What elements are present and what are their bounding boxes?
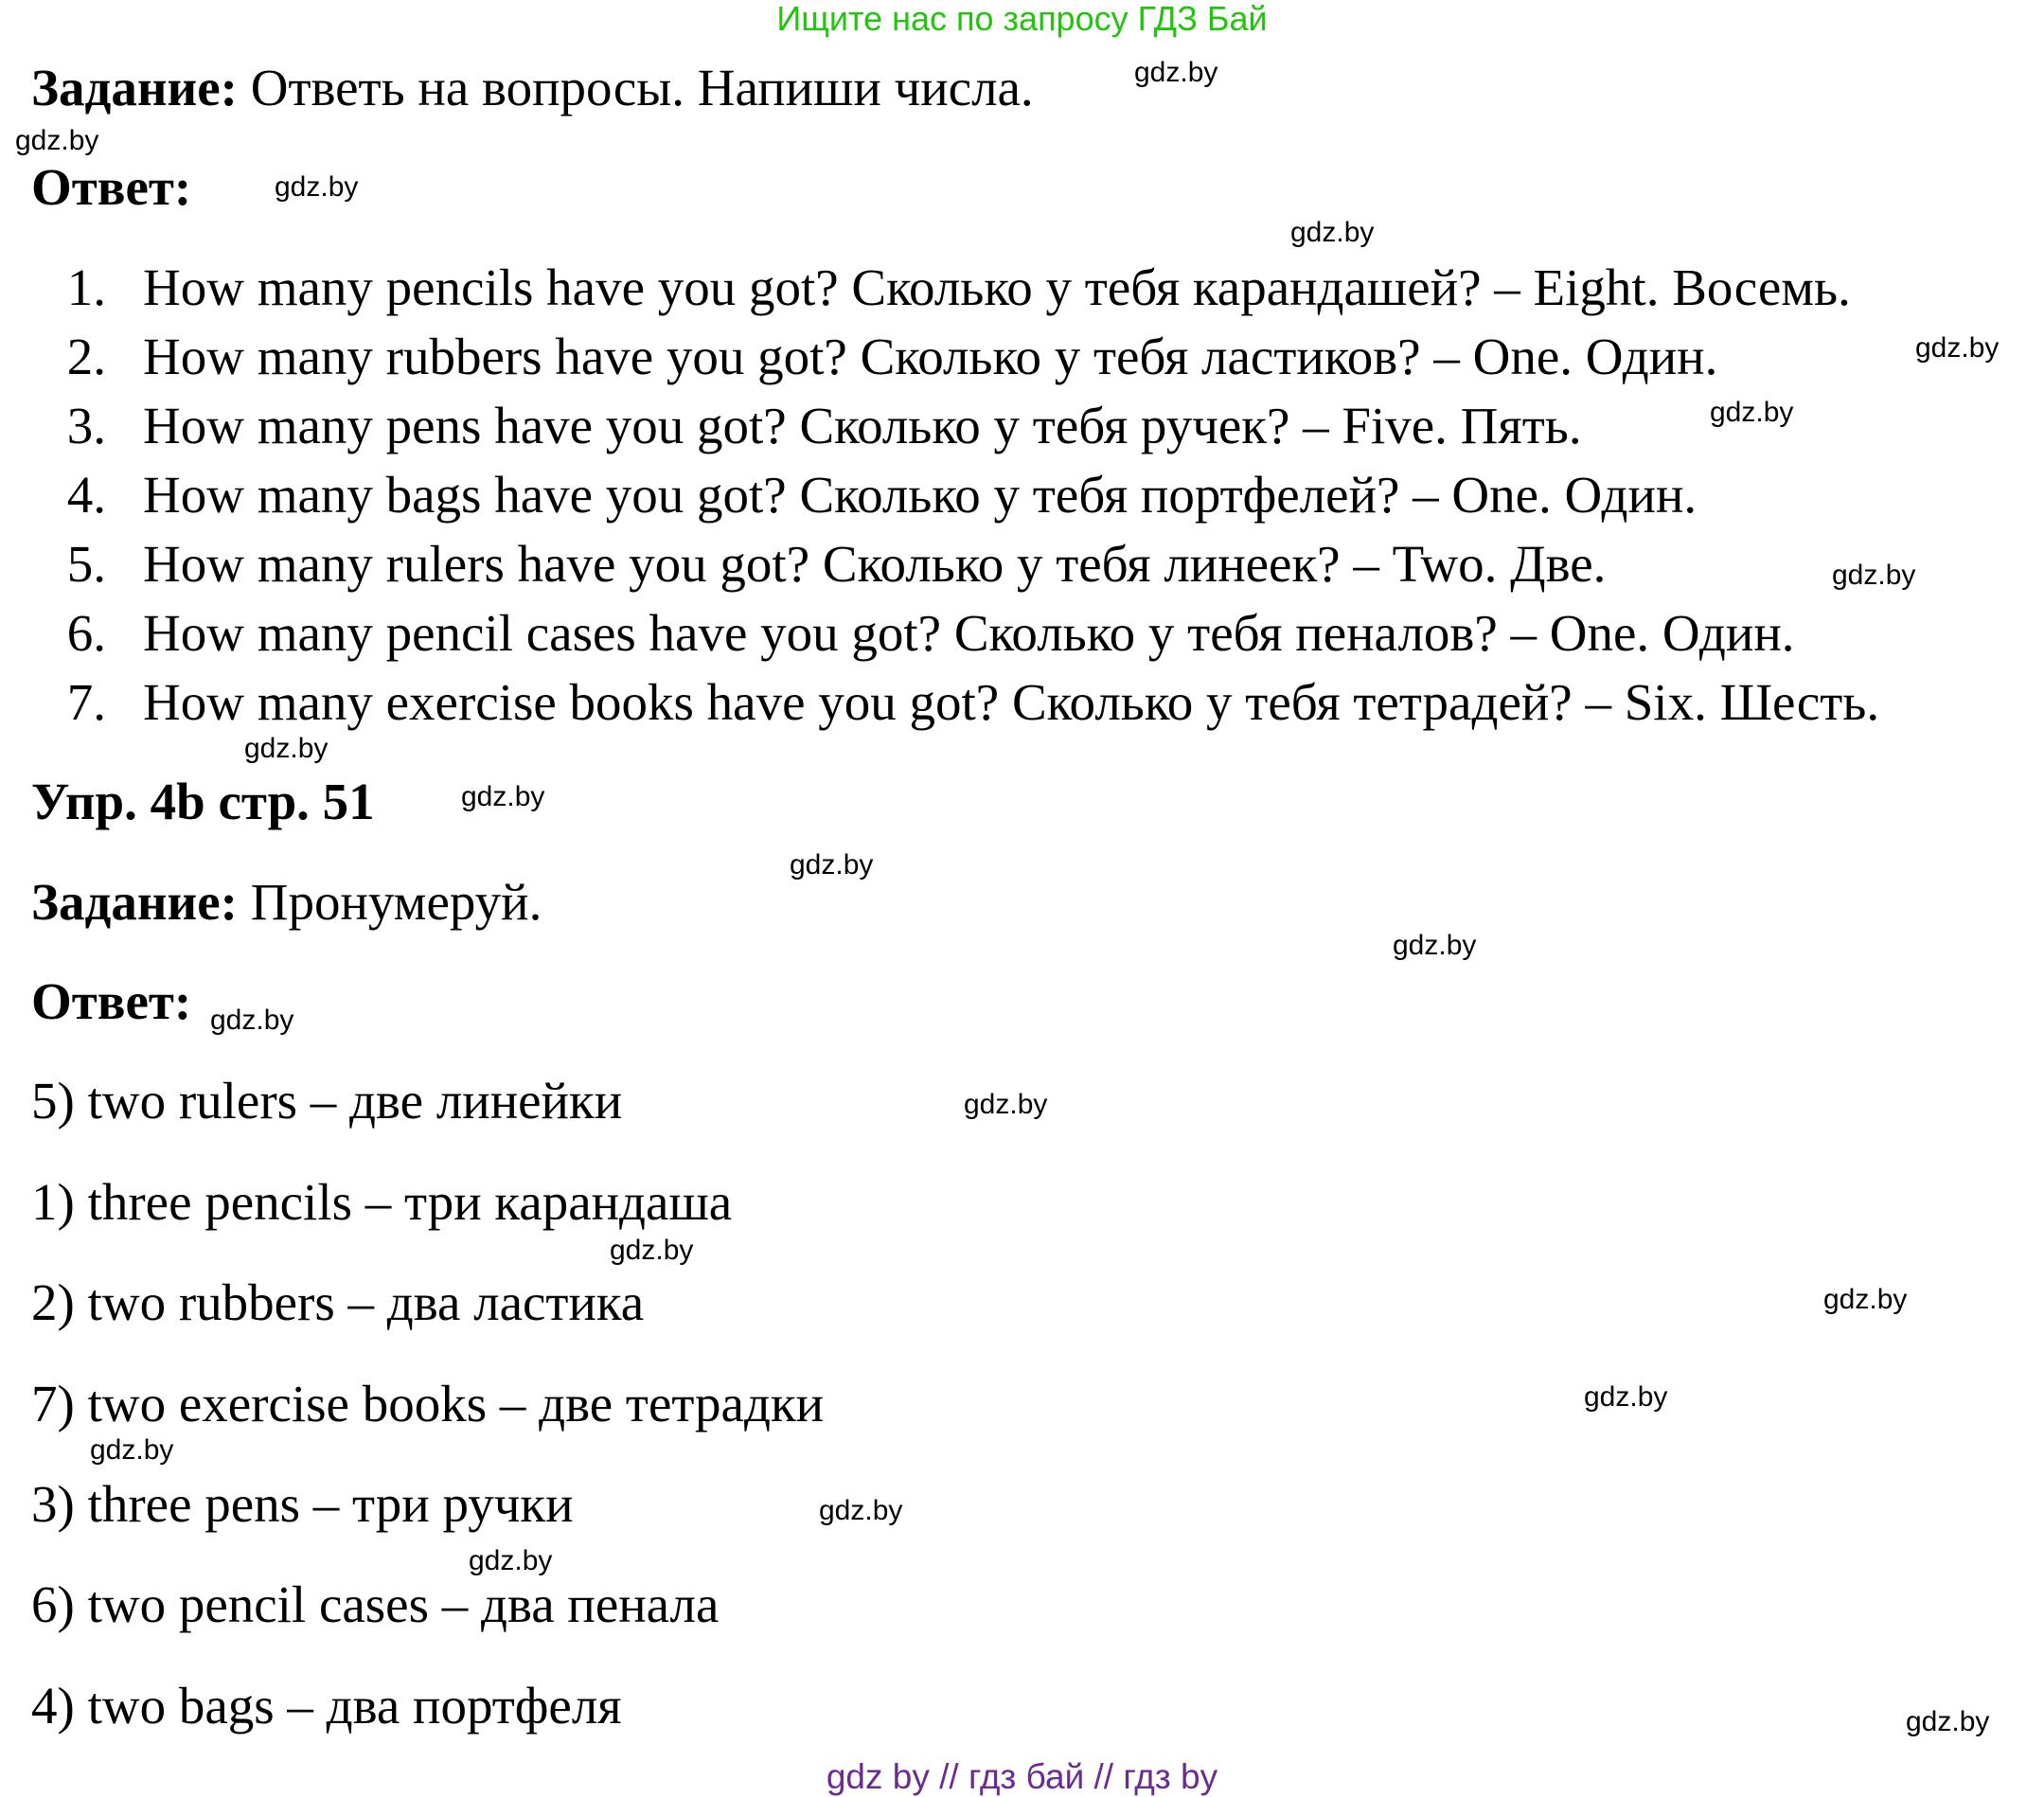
- task-2-line: [31, 871, 542, 934]
- watermark: gdz.by: [1710, 397, 1794, 428]
- answer-1-item: [38, 326, 1717, 388]
- watermark: gdz.by: [610, 1235, 694, 1266]
- task-2-text: Пронумеруй.: [250, 873, 542, 931]
- watermark: gdz.by: [244, 733, 329, 764]
- watermark: gdz.by: [964, 1089, 1048, 1120]
- answer-1-item-text: How many pencils have you got? Сколько у тебя карандашей? – Eight. Восемь.: [143, 258, 1851, 316]
- watermark: gdz.by: [790, 849, 874, 881]
- answer-2-item: 1) three pencils – три карандаша: [31, 1173, 733, 1231]
- answer-2-label: Ответ:: [31, 972, 192, 1030]
- exercise-heading: Упр. 4b стр. 51: [31, 773, 375, 830]
- answer-1-item: [38, 671, 1879, 734]
- watermark: gdz.by: [1290, 217, 1375, 248]
- watermark: gdz.by: [90, 1434, 174, 1466]
- watermark: gdz.by: [15, 125, 99, 156]
- footer-links[interactable]: gdz by // гдз бай // гдз by: [826, 1757, 1218, 1796]
- watermark: gdz.by: [1906, 1706, 1990, 1737]
- answer-1-item: [38, 257, 1851, 319]
- top-banner[interactable]: Ищите нас по запросу ГДЗ Бай: [776, 0, 1268, 38]
- answer-2-item: 4) two bags – два портфеля: [31, 1677, 622, 1735]
- list-number: 6.: [66, 604, 106, 662]
- answer-1-item-text: How many bags have you got? Сколько у тебя портфелей? – One. Один.: [143, 466, 1697, 524]
- watermark: gdz.by: [1823, 1284, 1908, 1315]
- watermark: gdz.by: [210, 1005, 294, 1036]
- list-number: 7.: [66, 673, 106, 731]
- watermark: gdz.by: [469, 1545, 553, 1576]
- answer-1-label: Ответ:: [31, 158, 192, 216]
- answer-1-item-text: How many pens have you got? Сколько у тебя ручек? – Five. Пять.: [143, 397, 1582, 454]
- list-number: 3.: [66, 397, 106, 454]
- answer-1-item: [38, 395, 1582, 457]
- answer-2-item: 2) two rubbers – два ластика: [31, 1273, 645, 1331]
- answer-1-item: [38, 533, 1606, 596]
- task-1-label: Задание:: [31, 59, 238, 116]
- list-number: 2.: [66, 328, 106, 385]
- watermark: gdz.by: [461, 781, 545, 812]
- answer-2-item: 5) two rulers – две линейки: [31, 1072, 623, 1130]
- answer-1-item-text: How many pencil cases have you got? Сколько у тебя пеналов? – One. Один.: [143, 604, 1795, 662]
- watermark: gdz.by: [1393, 930, 1477, 961]
- list-number: 5.: [66, 535, 106, 593]
- answer-1-item: [38, 464, 1697, 526]
- list-number: 4.: [66, 466, 106, 524]
- task-1-line: [31, 57, 1034, 119]
- answer-1-item-text: How many exercise books have you got? Сколько у тебя тетрадей? – Six. Шесть.: [143, 673, 1880, 731]
- watermark: gdz.by: [275, 171, 359, 203]
- answer-2-item: 6) two pencil cases – два пенала: [31, 1575, 720, 1633]
- task-1-text: Ответь на вопросы. Напиши числа.: [250, 59, 1034, 116]
- watermark: gdz.by: [819, 1495, 903, 1526]
- task-2-label: Задание:: [31, 873, 238, 931]
- watermark: gdz.by: [1915, 332, 2000, 364]
- watermark: gdz.by: [1832, 560, 1916, 591]
- answer-1-item-text: How many rulers have you got? Сколько у тебя линеек? – Two. Две.: [143, 535, 1607, 593]
- answer-1-item: [38, 602, 1795, 665]
- watermark: gdz.by: [1584, 1381, 1668, 1413]
- answer-2-item: 3) three pens – три ручки: [31, 1475, 574, 1533]
- watermark: gdz.by: [1134, 57, 1218, 88]
- answer-1-item-text: How many rubbers have you got? Сколько у тебя ластиков? – One. Один.: [143, 328, 1718, 385]
- answer-2-item: 7) two exercise books – две тетрадки: [31, 1375, 825, 1432]
- list-number: 1.: [66, 258, 106, 316]
